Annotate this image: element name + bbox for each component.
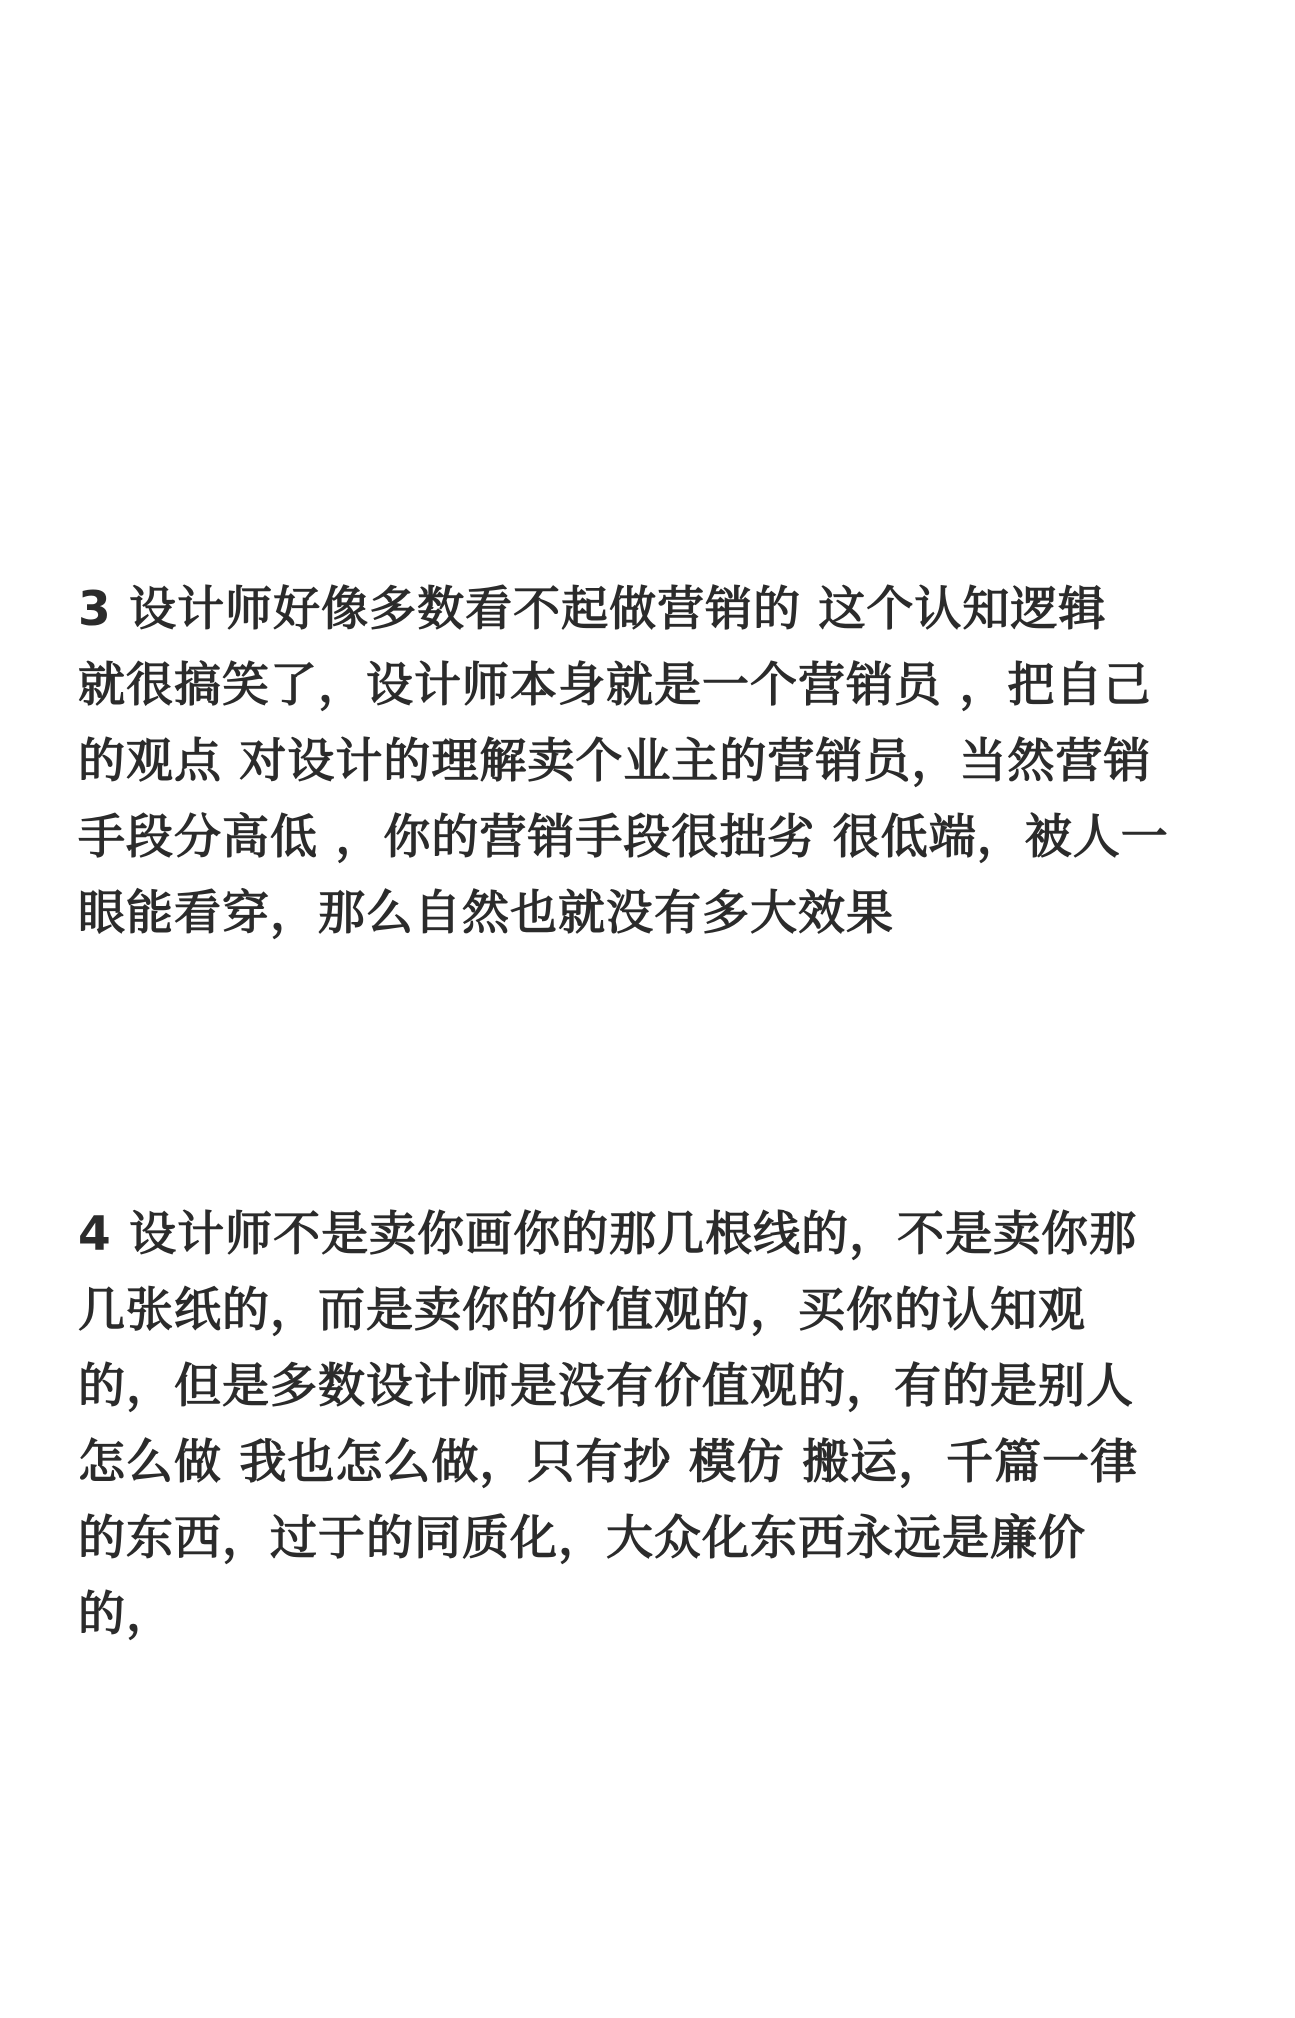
- text-line: 怎么做 我也怎么做，只有抄 模仿 搬运，千篇一律: [78, 1435, 1139, 1490]
- paragraph-4: [78, 1197, 1258, 1653]
- text-line: 的观点 对设计的理解卖个业主的营销员，当然营销: [78, 734, 1152, 789]
- text-line: 几张纸的，而是卖你的价值观的，买你的认知观: [78, 1283, 1086, 1338]
- text-line: 的东西，过于的同质化，大众化东西永远是廉价: [78, 1511, 1086, 1566]
- text-line: 的，: [78, 1587, 174, 1642]
- text-line: 眼能看穿，那么自然也就没有多大效果: [78, 886, 894, 941]
- paragraph-3: [78, 572, 1258, 952]
- text-line: 手段分高低 ，你的营销手段很拙劣 很低端，被人一: [78, 810, 1169, 865]
- text-line: 4 设计师不是卖你画你的那几根线的，不是卖你那: [78, 1207, 1138, 1262]
- text-line: 就很搞笑了，设计师本身就是一个营销员 ，把自己: [78, 658, 1152, 713]
- text-line: 的，但是多数设计师是没有价值观的，有的是别人: [78, 1359, 1134, 1414]
- text-line: 3 设计师好像多数看不起做营销的 这个认知逻辑: [78, 582, 1107, 637]
